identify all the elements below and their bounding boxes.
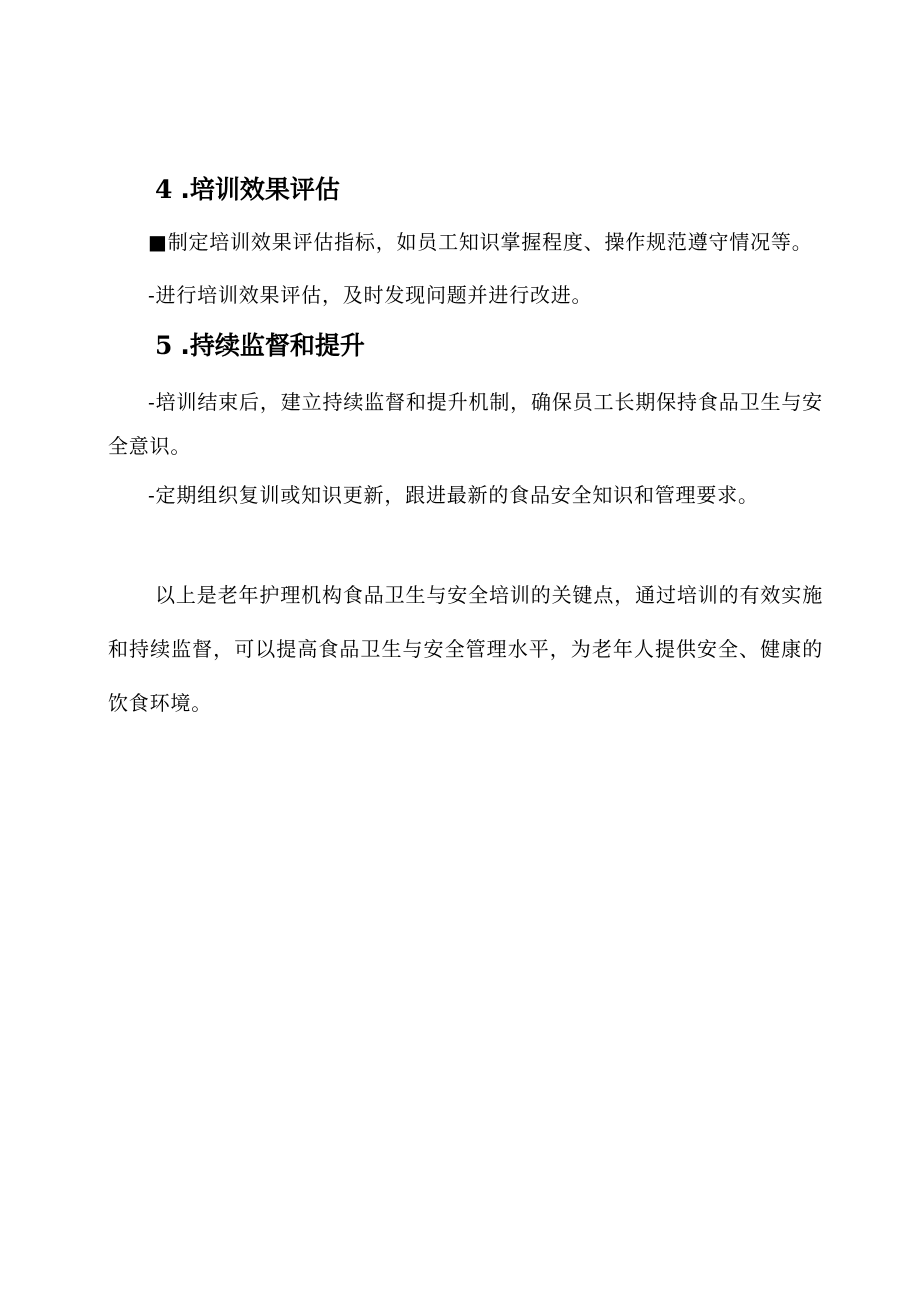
section-4-paragraph-2: -进行培训效果评估，及时发现问题并进行改进。 <box>148 283 593 307</box>
section-5-paragraph-1: -培训结束后，建立持续监督和提升机制，确保员工长期保持食品卫生与安全意识。 <box>108 390 823 458</box>
section-title: .培训效果评估 <box>180 175 340 204</box>
section-number: 4 <box>155 175 173 204</box>
closing-paragraph: 以上是老年护理机构食品卫生与安全培训的关键点，通过培训的有效实施和持续监督，可以提高食品卫生与安全管理水平，为老年人提供安全、健康的饮食环境。 <box>108 583 823 715</box>
section-title: .持续监督和提升 <box>180 331 365 360</box>
document-body <box>108 170 823 730</box>
section-number: 5 <box>155 331 173 360</box>
section-heading-5 <box>108 326 823 366</box>
section-5-paragraph-2: -定期组织复训或知识更新，跟进最新的食品安全知识和管理要求。 <box>148 483 759 507</box>
section-heading-4 <box>108 170 823 210</box>
section-4-paragraph-1: ■制定培训效果评估指标，如员工知识掌握程度、操作规范遵守情况等。 <box>148 230 813 254</box>
